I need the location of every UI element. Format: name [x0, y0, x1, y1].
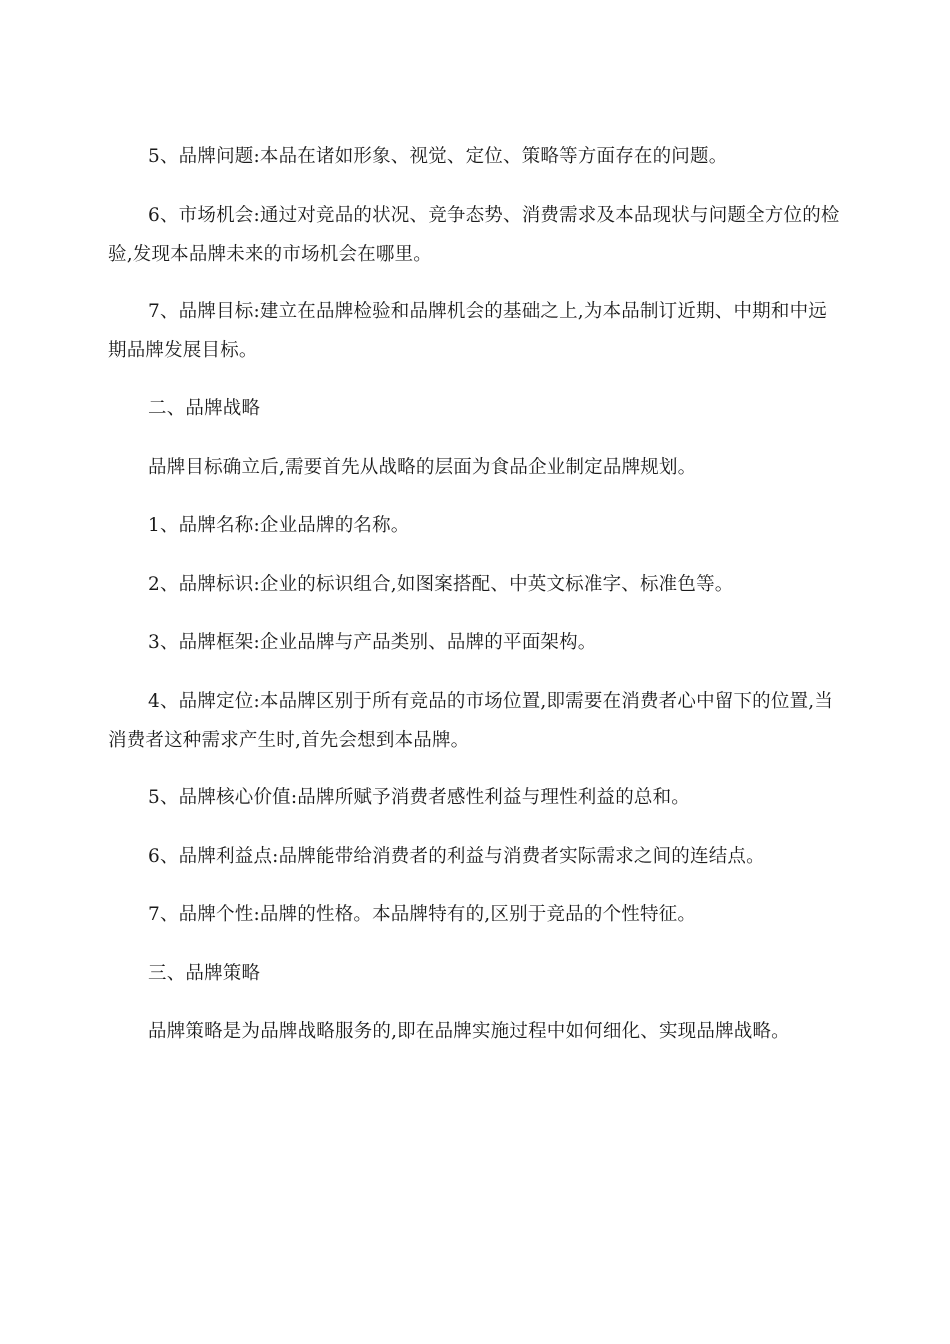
paragraph-brand-personality: 7、品牌个性:品牌的性格。本品牌特有的,区别于竞品的个性特征。 — [148, 904, 697, 925]
paragraph-brand-problem: 5、品牌问题:本品在诸如形象、视觉、定位、策略等方面存在的问题。 — [148, 146, 728, 167]
paragraph-brand-goal: 7、品牌目标:建立在品牌检验和品牌机会的基础之上,为本品制订近期、中期和中远期品牌发展目标。 — [108, 301, 827, 361]
paragraph-brand-framework: 3、品牌框架:企业品牌与产品类别、品牌的平面架构。 — [148, 632, 597, 653]
paragraph-brand-logo: 2、品牌标识:企业的标识组合,如图案搭配、中英文标准字、标准色等。 — [148, 574, 734, 595]
paragraph-tactics-intro: 品牌策略是为品牌战略服务的,即在品牌实施过程中如何细化、实现品牌战略。 — [148, 1021, 790, 1042]
paragraph-brand-positioning: 4、品牌定位:本品牌区别于所有竞品的市场位置,即需要在消费者心中留下的位置,当消费者这种需求产生时,首先会想到本品牌。 — [108, 691, 834, 751]
paragraph-strategy-intro: 品牌目标确立后,需要首先从战略的层面为食品企业制定品牌规划。 — [148, 457, 697, 478]
paragraph-brand-core-value: 5、品牌核心价值:品牌所赋予消费者感性利益与理性利益的总和。 — [148, 787, 691, 808]
section-heading-brand-tactics: 三、品牌策略 — [148, 963, 261, 984]
paragraph-market-opportunity: 6、市场机会:通过对竞品的状况、竞争态势、消费需求及本品现状与问题全方位的检验,发现本品牌未来的市场机会在哪里。 — [108, 205, 840, 265]
paragraph-brand-name: 1、品牌名称:企业品牌的名称。 — [148, 515, 410, 536]
paragraph-brand-benefit: 6、品牌利益点:品牌能带给消费者的利益与消费者实际需求之间的连结点。 — [148, 846, 765, 867]
section-heading-brand-strategy: 二、品牌战略 — [148, 398, 261, 419]
